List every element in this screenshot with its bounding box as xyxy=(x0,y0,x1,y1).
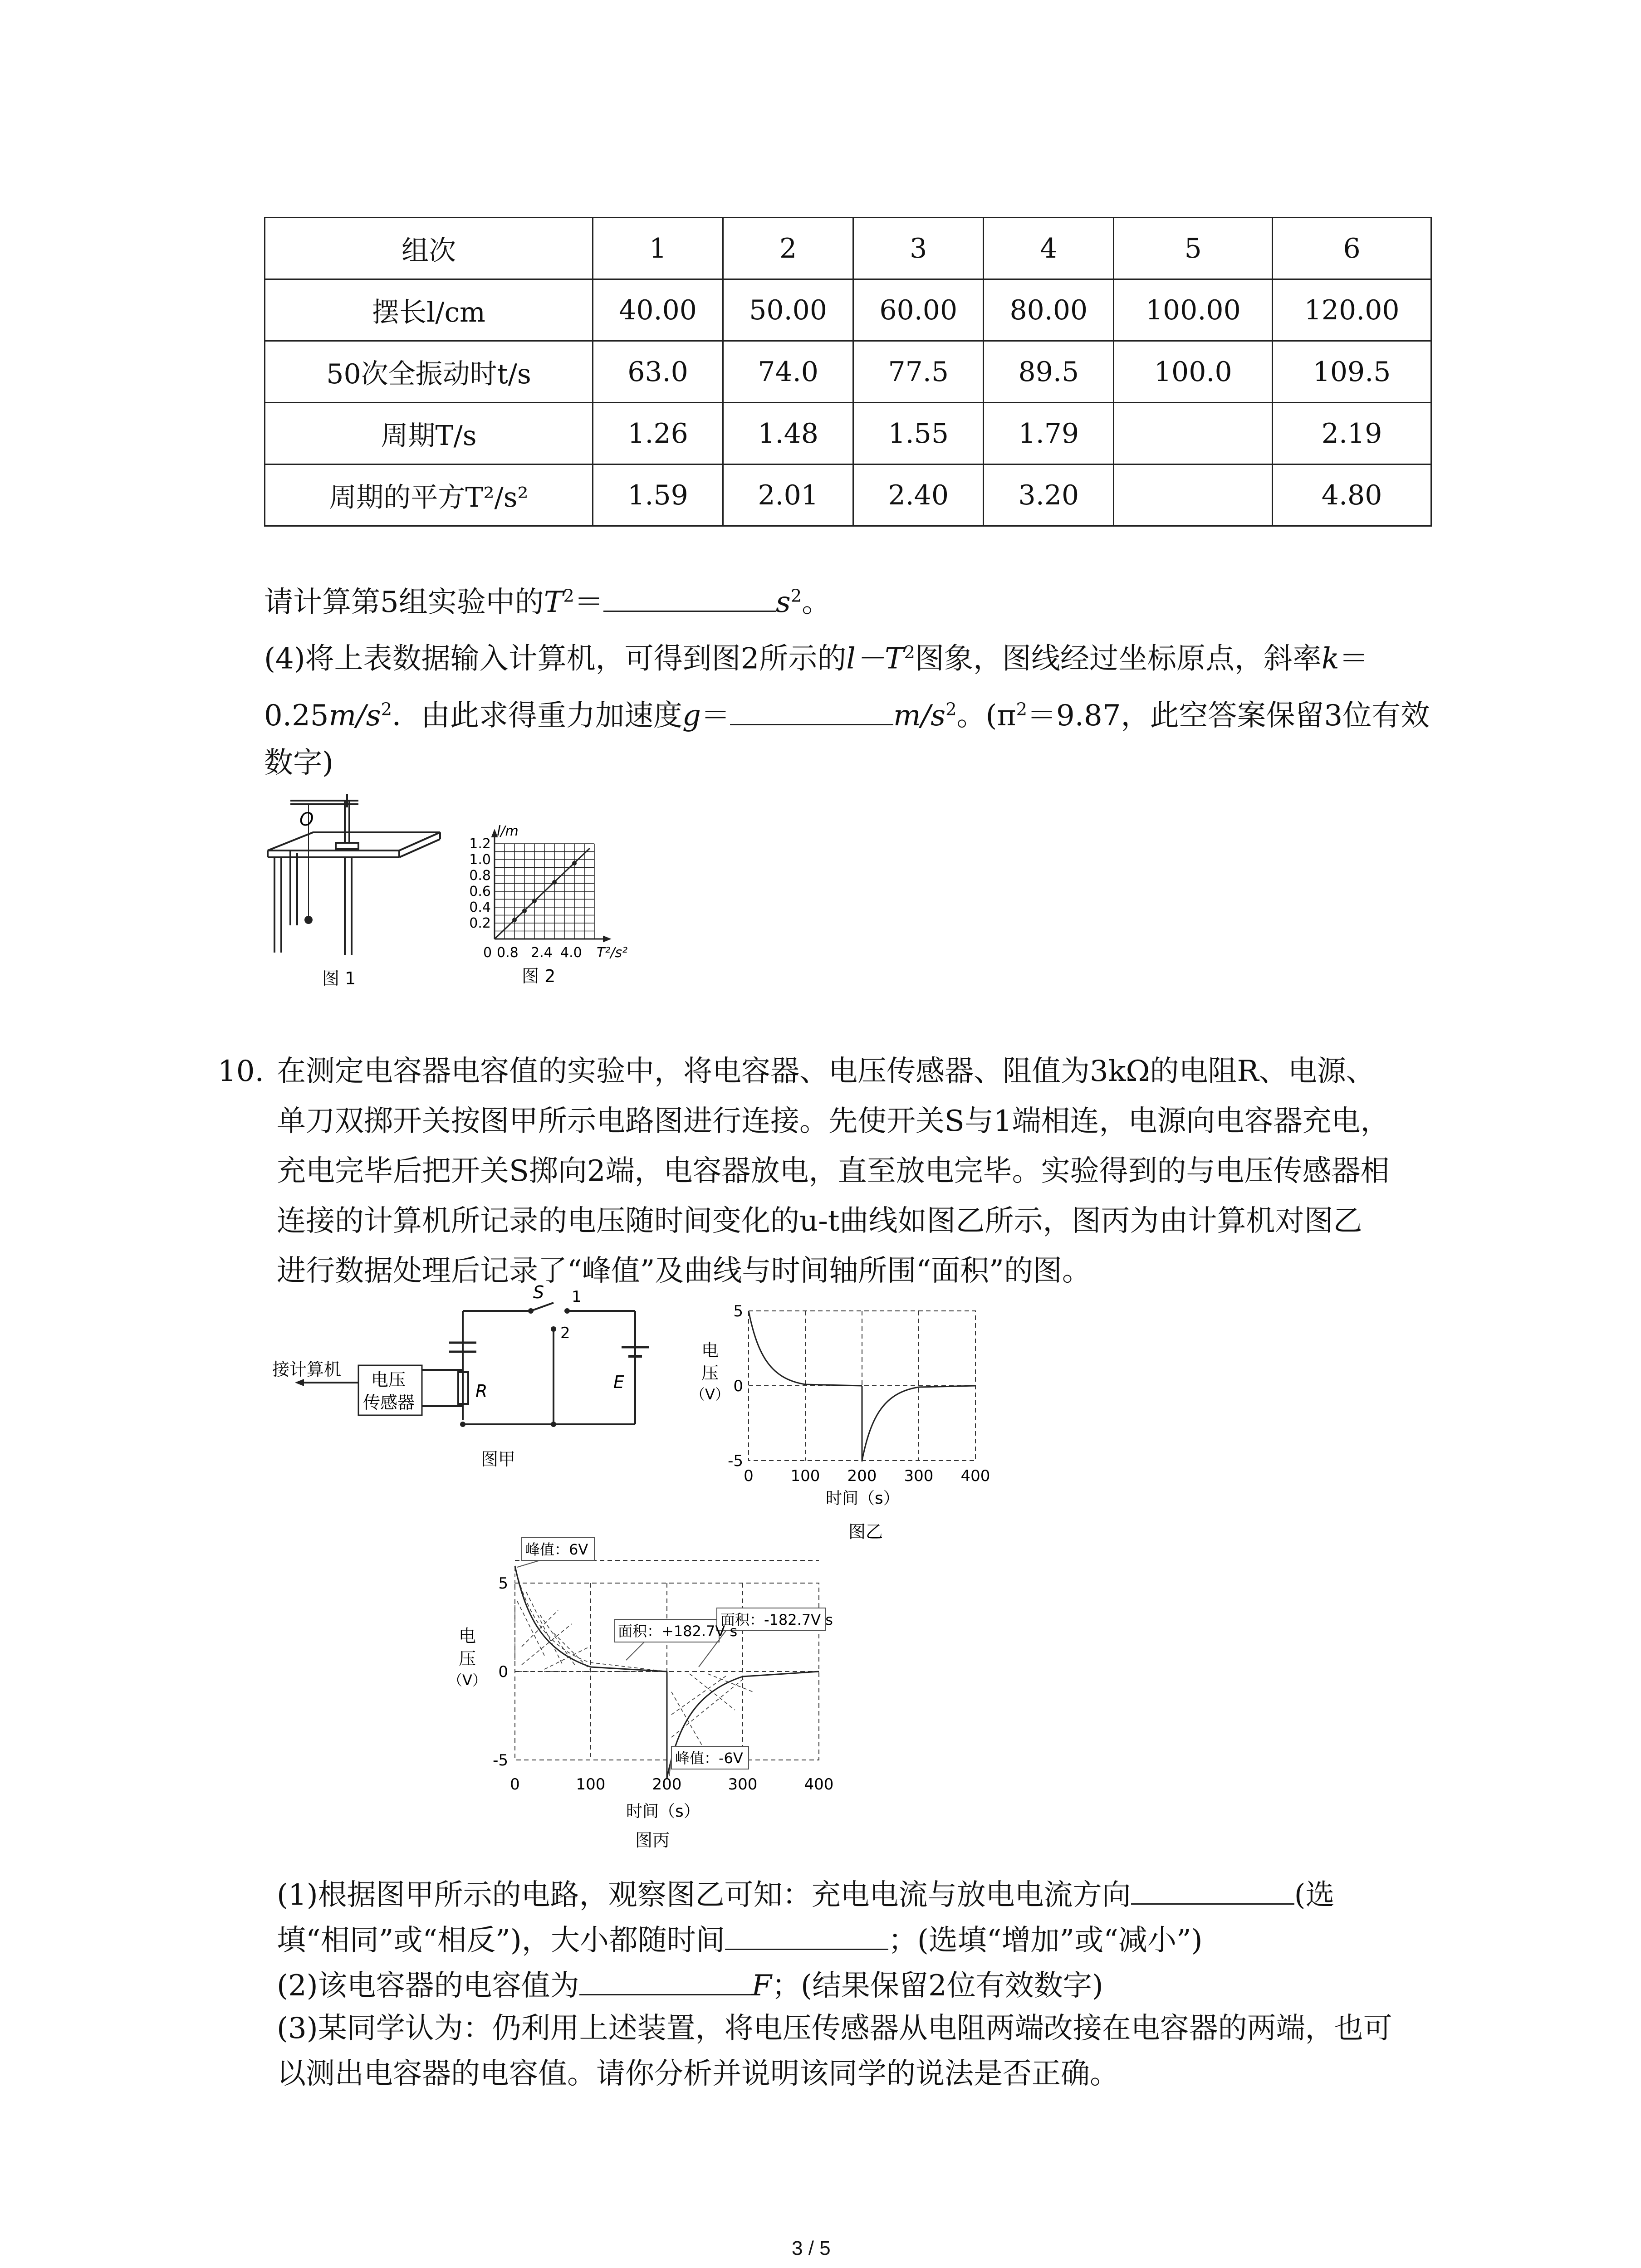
answer-blank[interactable] xyxy=(603,585,776,612)
table-cell: 60.00 xyxy=(853,279,984,341)
q10-text: ；(结果保留2位有效数字) xyxy=(772,1969,1103,2003)
figure-2-graph xyxy=(454,823,671,998)
table-cell: 50.00 xyxy=(723,279,853,341)
q9-text: ＝ xyxy=(574,586,603,619)
x-axis-label: 时间（s） xyxy=(626,1802,700,1821)
q9-line-2 xyxy=(264,642,1368,676)
table-cell: 3.20 xyxy=(984,464,1114,526)
table-cell: 63.0 xyxy=(593,341,723,403)
q10-sub-1 xyxy=(277,1878,1335,1910)
callout-peak-positive: 峰值：6V xyxy=(525,1541,588,1558)
y-tick: 5 xyxy=(733,1302,743,1320)
x-tick: 100 xyxy=(790,1467,820,1485)
y-tick: 0.2 xyxy=(469,915,491,931)
q10-text: (选 xyxy=(1294,1878,1335,1912)
q9-text: (4)将上表数据输入计算机，可得到图2所示的 xyxy=(264,642,847,676)
table-cell: 100.00 xyxy=(1114,279,1273,341)
graph-bing-caption: 图丙 xyxy=(635,1830,670,1850)
q10-line-5: 进行数据处理后记录了“峰值”及曲线与时间轴所围“面积”的图。 xyxy=(277,1254,1091,1288)
graph-bing xyxy=(448,1510,862,1855)
y-tick: 0 xyxy=(733,1377,743,1395)
graph-yi-caption: 图乙 xyxy=(848,1522,883,1542)
table-cell xyxy=(1114,464,1273,526)
q10-text: ；(选填“增加”或“减小”) xyxy=(888,1924,1203,1957)
q9-unit: m/s xyxy=(328,699,381,733)
q10-sub-2 xyxy=(277,1969,1103,2003)
y-axis-label: 压 xyxy=(701,1363,719,1383)
q9-text: ＝ xyxy=(701,699,730,733)
q10-text: (1)根据图甲所示的电路，观察图乙可知：充电电流与放电电流方向 xyxy=(277,1878,1131,1912)
figure-2-caption: 图 2 xyxy=(522,966,556,986)
table-row xyxy=(265,279,1431,341)
q10-line-3: 充电完毕后把开关S掷向2端，电容器放电，直至放电完毕。实验得到的与电压传感器相 xyxy=(277,1154,1390,1188)
y-tick: 0 xyxy=(498,1663,508,1681)
q10-sub-3b: 以测出电容器的电容值。请你分析并说明该同学的说法是否正确。 xyxy=(277,2057,1119,2091)
q10-sub-3: (3)某同学认为：仍利用上述装置，将电压传感器从电阻两端改接在电容器的两端，也可 xyxy=(277,2012,1392,2045)
sensor-label-1: 电压 xyxy=(371,1370,406,1390)
y-axis-label: 电 xyxy=(701,1340,719,1360)
battery-label: E xyxy=(613,1372,625,1392)
q9-sup: 2 xyxy=(381,699,392,720)
terminal-1-label: 1 xyxy=(572,1288,582,1306)
table-cell: 120.00 xyxy=(1273,279,1431,341)
table-header-cell: 3 xyxy=(853,218,984,279)
q10-unit: F xyxy=(751,1969,772,2003)
q9-sup: 2 xyxy=(1016,699,1027,720)
table-cell: 89.5 xyxy=(984,341,1114,403)
x-tick: 0.8 xyxy=(497,945,519,961)
table-row xyxy=(265,341,1431,403)
q9-text: 请计算第5组实验中的 xyxy=(264,586,544,619)
y-axis-label: （V） xyxy=(448,1672,487,1689)
x-tick: 0 xyxy=(483,945,492,961)
figure-1-caption: 图 1 xyxy=(322,968,356,988)
callout-area-positive: 面积：+182.7V s xyxy=(618,1623,738,1640)
circuit-caption: 图甲 xyxy=(481,1449,516,1469)
table-cell: 40.00 xyxy=(593,279,723,341)
sensor-label-2: 传感器 xyxy=(363,1393,415,1413)
y-axis-label: 压 xyxy=(458,1649,476,1669)
table-header-row xyxy=(265,218,1431,279)
callout-area-negative: 面积：-182.7V s xyxy=(720,1611,833,1628)
table-header-cell: 1 xyxy=(593,218,723,279)
q10-text: 填“相同”或“相反”)，大小都随时间 xyxy=(277,1924,725,1957)
y-tick: 5 xyxy=(498,1574,508,1593)
table-header-cell: 组次 xyxy=(265,218,593,279)
table-cell: 100.0 xyxy=(1114,341,1273,403)
q9-symbol: k xyxy=(1321,642,1339,676)
x-tick: 0 xyxy=(510,1775,520,1794)
answer-blank[interactable] xyxy=(579,1969,752,1995)
table-cell: 1.48 xyxy=(723,403,853,464)
table-cell: 4.80 xyxy=(1273,464,1431,526)
q9-line-4 xyxy=(264,746,333,780)
table-cell: 1.55 xyxy=(853,403,984,464)
row-label: 50次全振动时t/s xyxy=(265,341,593,403)
q9-symbol: g xyxy=(682,699,701,733)
table-cell: 1.26 xyxy=(593,403,723,464)
figure-1-pendulum xyxy=(263,789,454,989)
answer-blank[interactable] xyxy=(725,1923,888,1950)
x-tick: 300 xyxy=(728,1775,758,1794)
y-tick: -5 xyxy=(493,1751,508,1769)
terminal-2-label: 2 xyxy=(560,1324,570,1342)
x-tick: 2.4 xyxy=(531,945,553,961)
x-tick: 200 xyxy=(847,1467,877,1485)
table-header-cell: 5 xyxy=(1114,218,1273,279)
table-cell xyxy=(1114,403,1273,464)
y-axis-label: l/m xyxy=(497,823,519,839)
q9-text: ＝ xyxy=(1339,642,1368,676)
q9-text: ＝9.87，此空答案保留3位有效 xyxy=(1027,699,1430,733)
table-row xyxy=(265,464,1431,526)
x-tick: 300 xyxy=(904,1467,934,1485)
table-row xyxy=(265,403,1431,464)
page-number: 3 / 5 xyxy=(792,2237,831,2259)
q9-text: ．由此求得重力加速度 xyxy=(392,699,683,733)
x-tick: 0 xyxy=(744,1467,754,1485)
switch-label: S xyxy=(533,1282,544,1302)
answer-blank[interactable] xyxy=(730,699,893,725)
q9-text: 图象，图线经过坐标原点，斜率 xyxy=(915,642,1322,676)
q10-text: (2)该电容器的电容值为 xyxy=(277,1969,579,2003)
table-cell: 80.00 xyxy=(984,279,1114,341)
table-header-cell: 4 xyxy=(984,218,1114,279)
x-tick: 4.0 xyxy=(560,945,582,961)
q9-sup: 2 xyxy=(790,586,802,606)
y-tick: 0.8 xyxy=(469,868,491,884)
x-axis-label: T²/s² xyxy=(597,945,628,961)
x-tick: 100 xyxy=(576,1775,606,1794)
q10-number: 10. xyxy=(218,1055,264,1088)
table-header-cell: 2 xyxy=(723,218,853,279)
y-tick: 0.4 xyxy=(469,899,491,915)
table-cell: 2.40 xyxy=(853,464,984,526)
fig1-o-label: O xyxy=(299,809,314,830)
q9-sup: 2 xyxy=(904,642,915,663)
q9-line-3 xyxy=(264,699,1430,733)
row-label: 周期T/s xyxy=(265,403,593,464)
table-cell: 2.19 xyxy=(1273,403,1431,464)
y-tick: 0.6 xyxy=(469,884,491,899)
row-label: 周期的平方T²/s² xyxy=(265,464,593,526)
q9-sup: 2 xyxy=(563,586,574,606)
q9-sup: 2 xyxy=(945,699,957,720)
q10-line-2: 单刀双掷开关按图甲所示电路图进行连接。先使开关S与1端相连，电源向电容器充电， xyxy=(277,1105,1390,1138)
table-cell: 109.5 xyxy=(1273,341,1431,403)
q10-line-1: 在测定电容器电容值的实验中，将电容器、电压传感器、阻值为3kΩ的电阻R、电源、 xyxy=(277,1055,1375,1088)
y-axis-label: （V） xyxy=(691,1386,730,1403)
q9-text: 。 xyxy=(802,586,831,619)
x-tick: 400 xyxy=(804,1775,834,1794)
q9-unit: m/s xyxy=(893,699,946,733)
answer-blank[interactable] xyxy=(1131,1878,1294,1905)
resistor-label: R xyxy=(475,1381,488,1401)
y-tick: 1.2 xyxy=(469,836,491,852)
q10-line-4: 连接的计算机所记录的电压随时间变化的u-t曲线如图乙所示，图丙为由计算机对图乙 xyxy=(277,1204,1362,1238)
table-cell: 1.79 xyxy=(984,403,1114,464)
y-axis-label: 电 xyxy=(458,1626,476,1646)
q9-text: 。(π xyxy=(956,699,1016,733)
q10-sub-1b xyxy=(277,1923,1203,1955)
q9-symbol: T xyxy=(544,586,563,619)
x-axis-label: 时间（s） xyxy=(826,1489,900,1508)
callout-peak-negative: 峰值：-6V xyxy=(675,1750,743,1767)
table-cell: 2.01 xyxy=(723,464,853,526)
table-cell: 77.5 xyxy=(853,341,984,403)
q9-symbol: l－T xyxy=(846,642,904,676)
q9-text: 数字) xyxy=(264,746,333,780)
table-header-cell: 6 xyxy=(1273,218,1431,279)
y-tick: 1.0 xyxy=(469,852,491,868)
table-cell: 1.59 xyxy=(593,464,723,526)
q9-text: 0.25 xyxy=(264,699,329,733)
q9-line-1 xyxy=(264,585,831,617)
table-cell: 74.0 xyxy=(723,341,853,403)
circuit-diagram xyxy=(272,1275,662,1492)
pendulum-data-table xyxy=(264,217,1432,527)
to-computer-label: 接计算机 xyxy=(272,1359,342,1379)
row-label: 摆长l/cm xyxy=(265,279,593,341)
x-tick: 200 xyxy=(652,1775,682,1794)
q9-unit: s xyxy=(775,586,791,619)
x-tick: 400 xyxy=(960,1467,990,1485)
y-tick: -5 xyxy=(728,1452,743,1470)
